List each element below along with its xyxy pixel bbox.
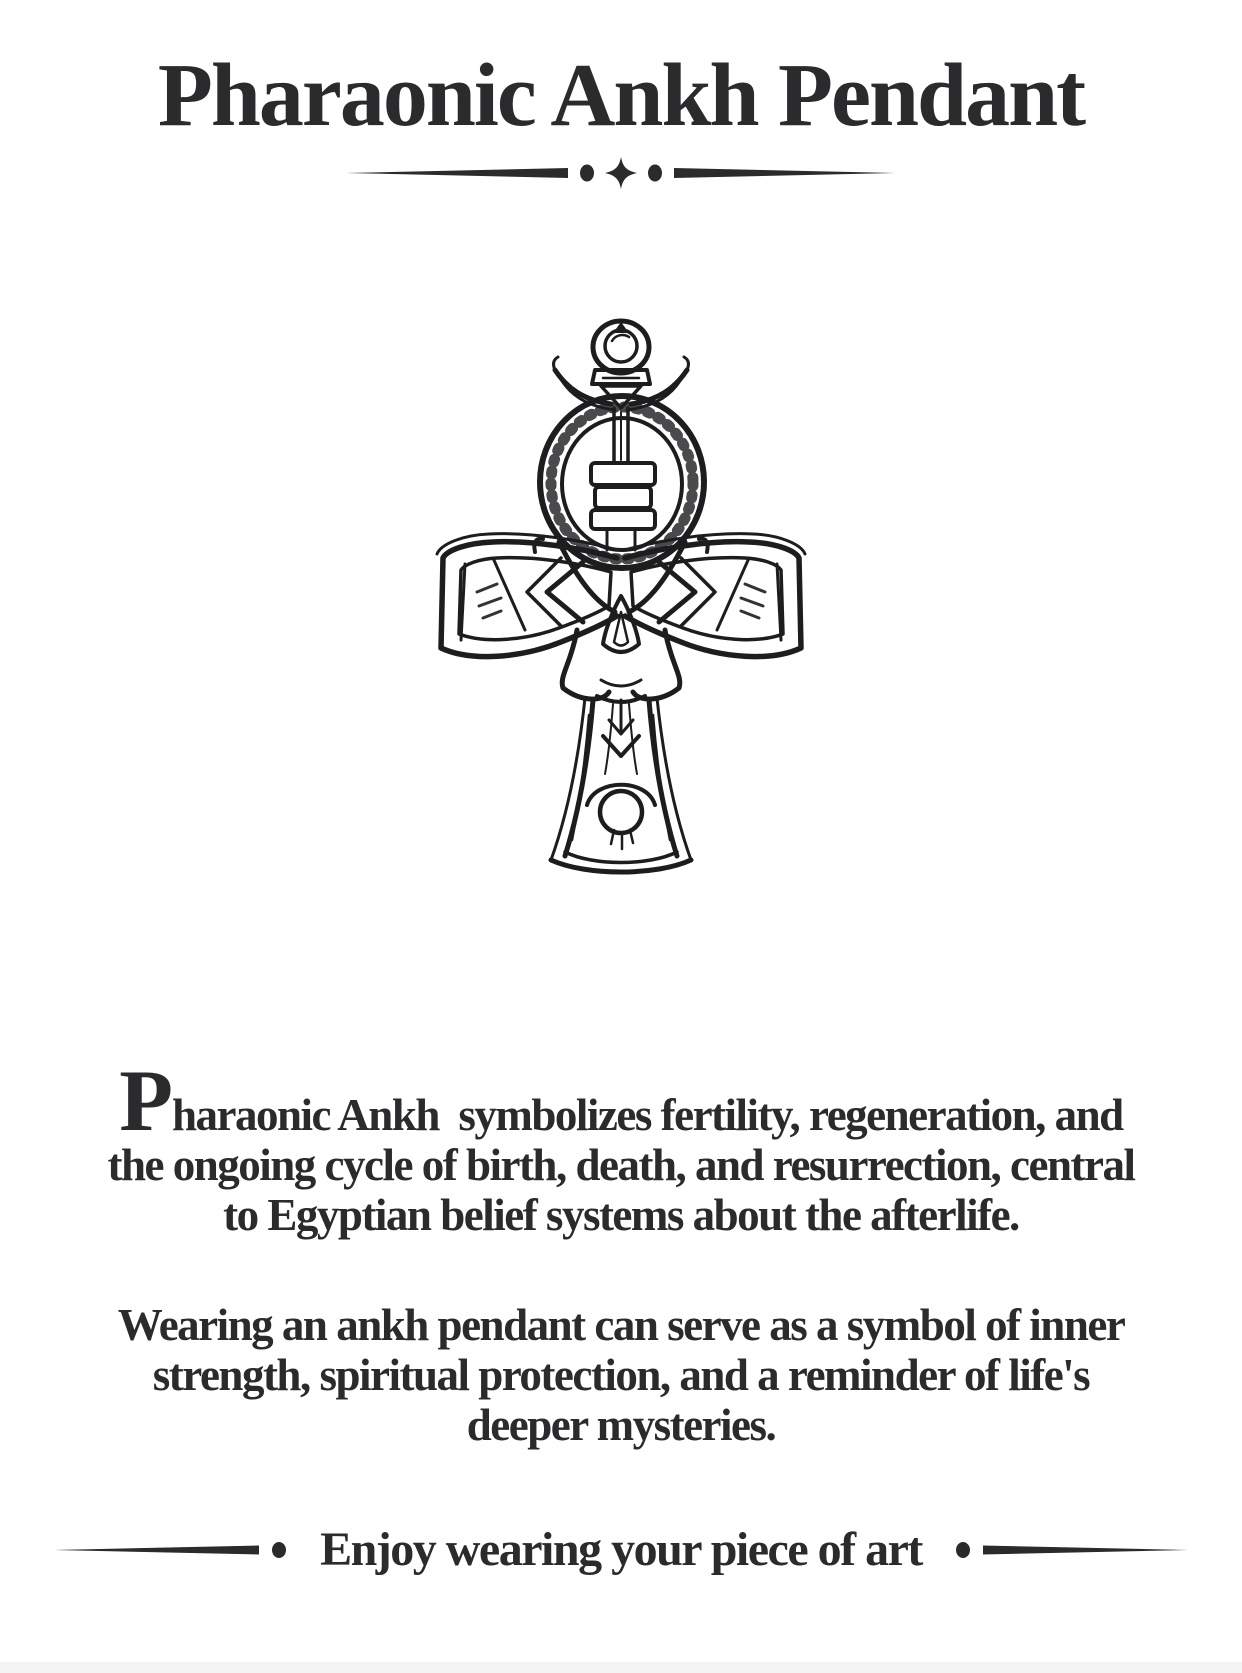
paragraph-line bbox=[108, 1053, 1135, 1150]
meaning-paragraph bbox=[118, 1300, 1125, 1450]
ankh-line-art-icon bbox=[431, 300, 811, 900]
paragraph-line: strength, spiritual protection, and a reminder of life's bbox=[152, 1350, 1090, 1400]
dot-icon bbox=[580, 165, 594, 182]
paragraph-line: to Egyptian belief systems about the afterlife. bbox=[223, 1190, 1019, 1240]
paragraph-line: the ongoing cycle of birth, death, and resurrection, central bbox=[107, 1140, 1135, 1190]
dot-icon bbox=[648, 165, 662, 182]
page-title: Pharaonic Ankh Pendant bbox=[157, 46, 1085, 145]
divider-right-line bbox=[983, 1546, 1188, 1555]
divider-left-line bbox=[346, 168, 568, 178]
paragraph-line: Wearing an ankh pendant can serve as a symbol of inner bbox=[117, 1300, 1125, 1350]
bottom-edge-strip bbox=[0, 1662, 1242, 1673]
lower-shaft bbox=[551, 698, 691, 872]
base-circle bbox=[600, 791, 642, 833]
djed-pillar bbox=[591, 408, 655, 550]
footer-divider-left bbox=[54, 1535, 304, 1565]
divider-left-line bbox=[54, 1546, 259, 1555]
center-knot bbox=[562, 596, 680, 702]
base-hatching bbox=[611, 830, 633, 849]
dot-icon bbox=[956, 1542, 970, 1558]
dot-icon bbox=[272, 1542, 286, 1558]
footer-divider-right bbox=[938, 1535, 1188, 1565]
paragraph-line: deeper mysteries. bbox=[466, 1400, 776, 1450]
paragraph-text: haraonic Ankh symbolizes fertility, regeneration, and bbox=[172, 1090, 1123, 1140]
drop-cap: P bbox=[119, 1053, 173, 1150]
ankh-illustration bbox=[431, 300, 811, 900]
tip-scribble bbox=[477, 584, 501, 618]
divider-right-line bbox=[674, 168, 896, 178]
footer-message: Enjoy wearing your piece of art bbox=[320, 1523, 922, 1576]
title-divider bbox=[346, 156, 896, 190]
left-arm bbox=[437, 534, 617, 657]
footer bbox=[54, 1522, 1188, 1578]
disk-shading bbox=[612, 335, 629, 341]
description-paragraph bbox=[107, 1053, 1135, 1240]
sparkle-icon bbox=[605, 157, 637, 189]
